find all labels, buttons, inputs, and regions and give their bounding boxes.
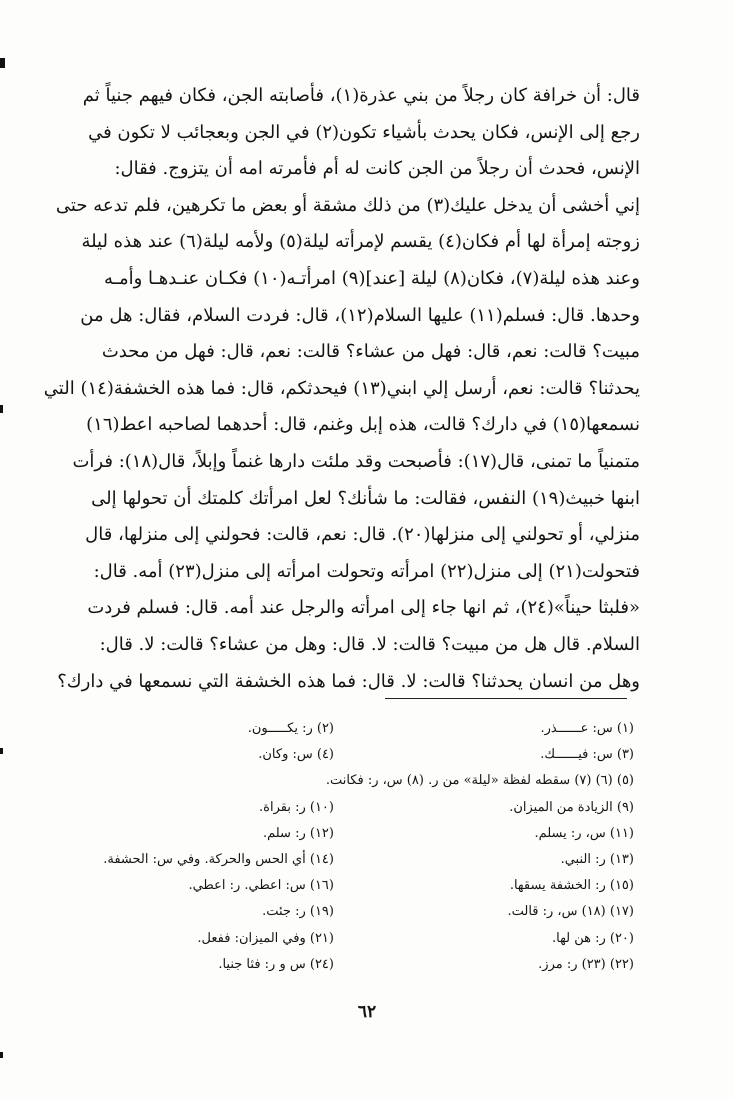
footnote: (٢١) وفي الميزان: ففعل.: [197, 930, 334, 946]
footnote: (٥) (٦) (٧) سقطه لفظة «ليلة» من ر. (٨) س، ر: فكانت.: [325, 773, 634, 789]
footnote: (١٣) ر: النبي.: [560, 851, 634, 867]
text-line: الإنس، فحدث أن رجلاً من الجن كانت له أم فأمرته امه أن يتزوج. فقال:: [114, 158, 640, 180]
footnotes-right-column: [325, 716, 634, 978]
text-line: قال: أن خرافة كان رجلاً من بني عذرة(١)، فأصابته الجن، فكان فيهم جنياً ثم: [82, 85, 640, 106]
text-line: منزلي، أو تحولني إلى منزلها(٢٠). قال: نعم، قالت: فحولني إلى منزلها، قال: [85, 524, 640, 546]
footnote: (١) س: عــــــذر.: [540, 721, 634, 736]
footnote: (٢٢) (٢٣) ر: مرز.: [538, 956, 634, 972]
text-line: نسمعها(١٥) في دارك؟ قالت، هذه إبل وغنم، قال: أحدهما لصاحبه اعط(١٦): [86, 414, 640, 436]
text-line: زوجته إمرأة لها أم فكان(٤) يقسم لإمرأته ليلة(٥) ولأمه ليلة(٦) عند هذه ليلة: [81, 231, 640, 253]
text-line: وحدها. قال: فسلم(١١) عليها السلام(١٢)، قال: فردت السلام، فقال: هل من: [80, 304, 640, 326]
scan-mark: [0, 1052, 3, 1058]
footnote: (١٧) (١٨) س، ر: قالت.: [507, 904, 634, 920]
footnotes-left-column: [44, 716, 334, 978]
footnote: (٢٤) س و ر: فثا جنيا.: [218, 956, 334, 972]
text-line: ابنها خبيث(١٩) النفس، فقالت: ما شأنك؟ لعل امرأتك كلمتك أن تحولها إلى: [91, 487, 640, 509]
footnote: (١٥) ر: الخشفة يسقها.: [509, 878, 634, 894]
footnote: (٣) س: فيــــــك.: [540, 747, 634, 763]
footnote: (١٦) س: اعطي. ر: اعطي.: [188, 878, 334, 894]
scan-mark: [0, 405, 3, 413]
footnote: (١١) س، ر: يسلم.: [534, 825, 634, 841]
footnote: (١٤) أي الحس والحركة. وفي س: الحشفة.: [103, 851, 334, 867]
text-line: وهل من انسان يحدثنا؟ قالت: لا. قال: فما هذه الخشفة التي نسمعها في دارك؟: [57, 670, 640, 692]
text-line: رجع إلى الإنس، فكان يحدث بأشياء تكون(٢) في الجن وبعجائب لا تكون في: [88, 121, 640, 143]
footnote: (٢) ر: يكـــــون.: [247, 721, 334, 736]
text-line: السلام. قال هل من مبيت؟ قالت: لا. قال: وهل من عشاء؟ قالت: لا. قال:: [99, 633, 640, 655]
footnote: [44, 768, 334, 794]
page-number: ٦٢: [357, 1002, 377, 1022]
footnote: (١٩) ر: جئت.: [262, 904, 334, 920]
footnote: (٤) س: وكان.: [258, 747, 334, 763]
text-line: وعند هذه ليلة(٧)، فكان(٨) ليلة [عند](٩) امرأتـه(١٠) فكـان عنـدهـا وأمـه: [104, 267, 640, 289]
scan-mark: [0, 748, 3, 754]
text-line: فتحولت(٢١) إلى منزل(٢٢) امرأته وتحولت امرأته إلى منزل(٢٣) أمه. قال:: [93, 560, 640, 582]
text-line: يحدثنا؟ قالت: نعم، أرسل إلي ابني(١٣) فيحدثكم، قال: فما هذه الخشفة(١٤) التي: [43, 377, 640, 399]
text-line: إني أخشى أن يدخل عليك(٣) من ذلك مشقة أو بعض ما تكرهين، فلم تدعه حتى: [55, 194, 640, 216]
text-line: «فلبثا حيناً»(٢٤)، ثم انها جاء إلى امرأته والرجل عند أمه. قال: فسلم فردت: [87, 597, 640, 619]
footnote-divider: [385, 698, 627, 699]
text-line: متمنياً ما تمنى، قال(١٧): فأصبحت وقد ملئت دارها غنماً وإبلاً، قال(١٨): فرأت: [72, 450, 640, 472]
main-text: [43, 78, 640, 700]
footnote: (٢٠) ر: هن لها.: [552, 930, 634, 946]
footnote: (١٢) ر: سلم.: [262, 825, 334, 841]
footnote: (١٠) ر: بقراة.: [259, 799, 334, 815]
scan-mark: [0, 58, 5, 68]
footnote: (٩) الزيادة من الميزان.: [509, 799, 634, 815]
text-line: مبيت؟ قالت: نعم، قال: فهل من عشاء؟ قالت: نعم، قال: فهل من محدث: [101, 341, 640, 363]
